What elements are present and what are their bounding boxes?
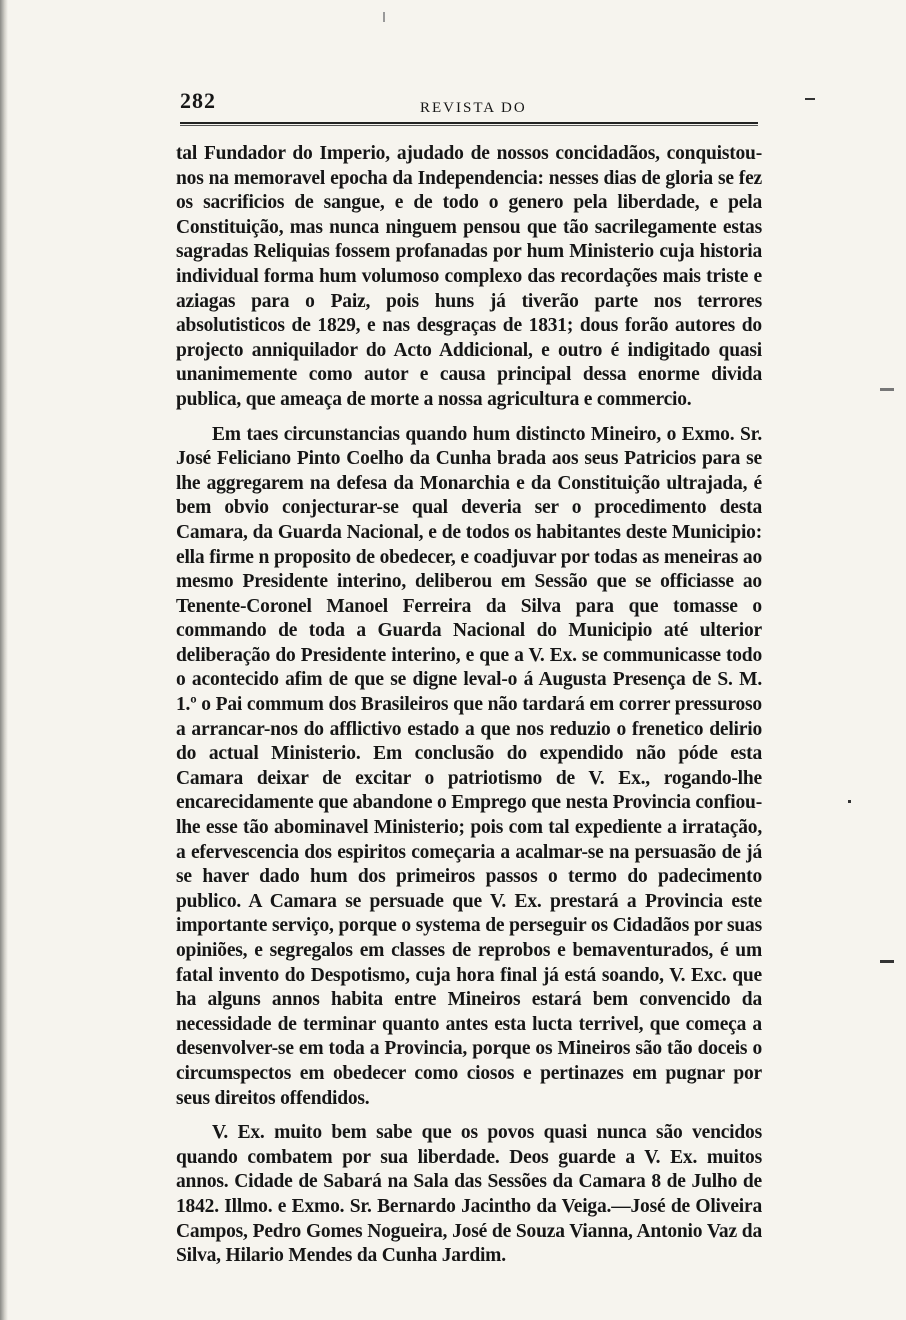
page-header — [180, 88, 760, 128]
print-speck — [848, 800, 851, 803]
header-rule — [180, 122, 758, 126]
print-speck — [880, 960, 894, 963]
paragraph-closing: V. Ex. muito bem sabe que os povos quasi nunca são vencidos quando combatem por sua liberdade. Deos guarde a V. Ex. muitos annos. Cidade de Sabará na Sala das Sessões da Camara 8 de Julho de 1842. Illmo. e Exmo. Sr. Bernardo Jacintho da Veiga.—José de Oliveira Campos, Pedro Gomes Nogueira, José de Souza Vianna, Antonio Vaz da Silva, Hilario Mendes da Cunha Jardim. — [176, 1122, 762, 1267]
print-speck — [383, 12, 385, 22]
paragraph-continued: tal Fundador do Imperio, ajudado de nossos concidadãos, conquistou-nos na memoravel epocha da Independencia: nesses dias de gloria se fez os sacrificios de sangue, e de todo o genero pela liberdade, e pela Constituição, mas nunca ninguem pensou que tão sacrilegamente estas sagradas Reliquias fossem profanadas por hum Ministerio cuja historia individual forma hum volumoso complexo das recordações mais triste e aziagas para o Paiz, pois huns já tiverão parte nos terrores absolutisticos de 1829, e nas desgraças de 1831; dous forão autores do projecto anniquilador do Acto Addicional, e outro é indigitado quasi unanimemente como autor e causa principal dessa enorme divida publica, que ameaça de morte a nossa agricultura e commercio. — [176, 143, 762, 410]
print-speck — [880, 388, 894, 391]
page-number: 282 — [180, 88, 216, 113]
running-head: REVISTA DO — [420, 100, 527, 116]
print-speck — [805, 98, 815, 100]
paragraph: Em taes circunstancias quando hum distincto Mineiro, o Exmo. Sr. José Feliciano Pinto Coelho da Cunha brada aos seus Patricios para se lhe aggregarem na defesa da Monarchia e da Constituição ultrajada, é bem obvio conjecturar-se qual deveria ser o procedimento desta Camara, da Guarda Nacional, e de todos os habitantes deste Municipio: ella firme n proposito de obedecer, e coadjuvar por todas as meneiras ao mesmo Presidente interino, deliberou em Sessão que se officiasse ao Tenente-Coronel Manoel Ferreira da Silva para que tomasse o commando de toda a Guarda Nacional do Municipio até ulterior deliberação do Presidente interino, e que a V. Ex. se communicasse todo o acontecido afim de que se digne leval-o á Augusta Presença de S. M. 1.º o Pai commum dos Brasileiros que não tardará em correr pressuroso a arrancar-nos do afflictivo estado a que nos reduzio o frenetico delirio do actual Ministerio. Em conclusão do expendido não póde esta Camara deixar de excitar o patriotismo de V. Ex., rogando-lhe encarecidamente que abandone o Emprego que nesta Provincia confiou-lhe esse tão abominavel Ministerio; pois com tal expediente a irratação, a efervescencia dos espiritos começaria a acalmar-se na persuasão de já se haver dado hum dos primeiros passos o termo do padecimento publico. A Camara se persuade que V. Ex. prestará a Provincia este importante serviço, porque o systema de perseguir os Cidadãos por suas opiniões, e segregalos em classes de reprobos e bemaventurados, é um fatal invento do Despotismo, cuja hora final já está soando, V. Exc. que ha alguns annos habita entre Mineiros estará bem convencido da necessidade de terminar quanto antes esta lucta terrivel, que começa a desenvolver-se em toda a Provincia, porque os Mineiros são tão doceis o circumspectos em obedecer como ciosos e pertinazes em pugnar por seus direitos offendidos. — [176, 423, 762, 1109]
body-text — [176, 142, 762, 1269]
page-edge-shadow — [0, 0, 8, 1320]
